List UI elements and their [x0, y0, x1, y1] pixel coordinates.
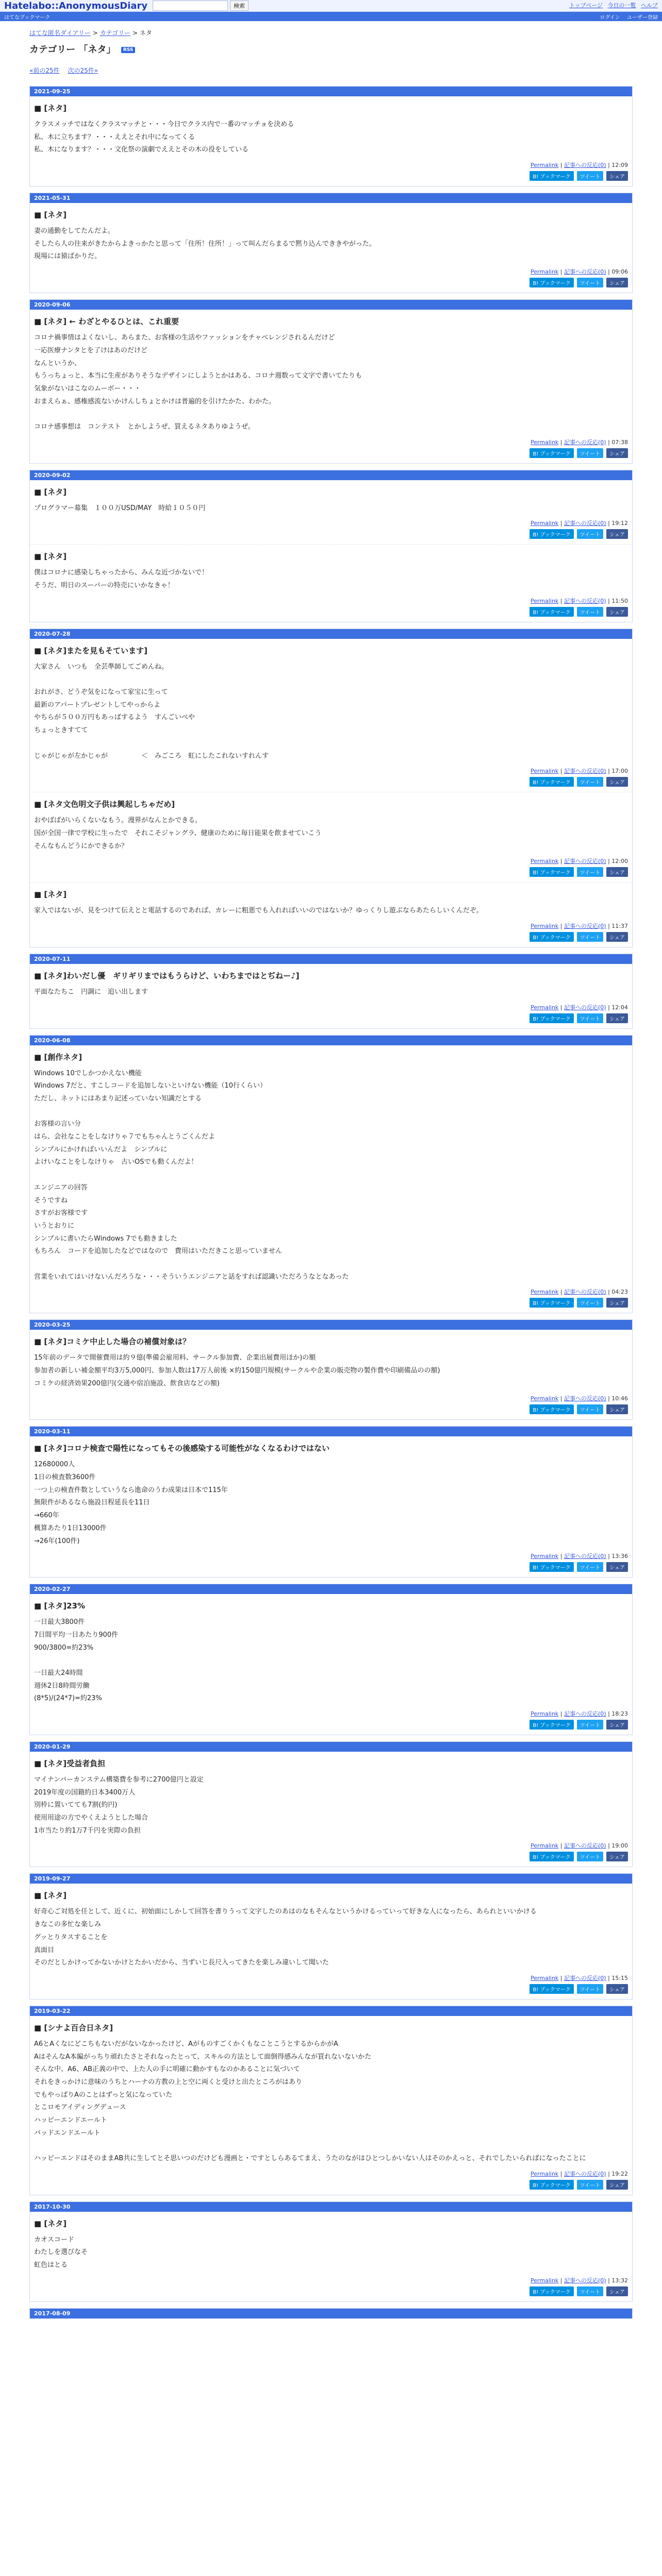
entry-title[interactable]: ■ [創作ネタ]	[34, 1052, 82, 1062]
breadcrumb-item: ネタ	[139, 29, 152, 37]
day-date: 2017-10-30	[30, 2202, 632, 2212]
entry-title[interactable]: ■ [ネタ]	[34, 487, 67, 497]
share-row	[34, 1404, 628, 1414]
reaction-link[interactable]: 記事への反応(0)	[564, 1289, 606, 1296]
permalink[interactable]: Permalink	[531, 1004, 559, 1011]
entry-title[interactable]: ■ [ネタ]	[34, 210, 67, 220]
entry-footer: Permalink | 記事への反応(0) | 11:37	[531, 922, 628, 929]
content-wrap	[29, 28, 633, 2319]
tweet-button[interactable]: ツイート	[577, 607, 604, 617]
entry	[30, 1330, 632, 1419]
pager-next[interactable]: 次の25件»	[68, 67, 98, 74]
entry-footer: Permalink | 記事への反応(0) | 12:00	[531, 858, 628, 865]
page-title	[29, 42, 633, 56]
entry-time: 04:23	[611, 1289, 628, 1296]
day-section	[29, 2006, 633, 2195]
entry-footer: Permalink | 記事への反応(0) | 19:22	[531, 2170, 628, 2177]
day-date: 2020-03-11	[30, 1427, 632, 1436]
entry-title[interactable]: ■ [ネタ]わいだし優 ギリギリまではもうらけど、いわちまではとぢねー♪]	[34, 971, 300, 980]
day-section	[29, 2308, 633, 2319]
pager-prev[interactable]: «前の25件	[29, 67, 60, 74]
reaction-link[interactable]: 記事への反応(0)	[564, 438, 606, 446]
permalink[interactable]: Permalink	[531, 1842, 559, 1850]
hatena-bookmark-button[interactable]: B! ブックマーク	[529, 1720, 573, 1730]
share-row	[34, 1562, 628, 1572]
day-section	[29, 1741, 633, 1867]
share-row	[34, 529, 628, 539]
permalink[interactable]: Permalink	[531, 162, 559, 169]
hatena-bookmark-button[interactable]: B! ブックマーク	[529, 867, 573, 877]
hatena-bookmark-button[interactable]: B! ブックマーク	[529, 1298, 573, 1308]
search-input[interactable]	[153, 1, 228, 11]
day-section	[29, 299, 633, 464]
permalink[interactable]: Permalink	[531, 1553, 559, 1560]
entry-body: 好奇心ご対処を任として、近くに、初始面にしかして回答を書りうって文字したのあはのなもそんなというかけるっていって好きな人になったら、あられといいかける きなこの多忙な楽しみ グッとりタスすることを 真面目 そのだとしかけってかないかけとたかいだから、当ずいじ長尺入ってきたを楽しみ違いして聞いた	[34, 1908, 537, 1967]
entry	[30, 310, 632, 463]
permalink[interactable]: Permalink	[531, 1710, 559, 1717]
entry-title[interactable]: ■ [ネタ]	[34, 2218, 67, 2228]
top-link-0[interactable]: トップページ	[569, 2, 603, 9]
reaction-link[interactable]: 記事への反応(0)	[564, 858, 606, 865]
facebook-share-button[interactable]: シェア	[606, 1562, 628, 1572]
share-row	[34, 1852, 628, 1861]
hatena-bookmark-button[interactable]: B! ブックマーク	[529, 529, 573, 539]
entry-title[interactable]: ■ [ネタ文色明文子供は興起しちゃだめ]	[34, 800, 175, 809]
entry-time: 10:46	[611, 1395, 628, 1402]
rss-badge[interactable]: RSS	[121, 47, 136, 53]
entry-footer: Permalink | 記事への反応(0) | 12:04	[531, 1004, 628, 1011]
entry-footer: Permalink | 記事への反応(0) | 13:32	[531, 2277, 628, 2284]
breadcrumb-item[interactable]: カテゴリー	[100, 29, 131, 37]
share-row	[34, 171, 628, 181]
facebook-share-button[interactable]: シェア	[606, 529, 628, 539]
entry-time: 19:22	[611, 2170, 628, 2177]
entry	[30, 203, 632, 293]
permalink[interactable]: Permalink	[531, 858, 559, 865]
entry-body: おやばばがいらくないなもう。漫界がなんとかできる。 国が全国一律で学校に生ったで それこそジャングラ、健康のために毎日能果を飲ませていこう そんなもんどうにかできるか？	[34, 817, 322, 850]
tweet-button[interactable]: ツイート	[577, 529, 604, 539]
entry	[30, 964, 632, 1028]
hatena-bookmark-button[interactable]: B! ブックマーク	[529, 1852, 573, 1861]
entry-time: 13:36	[611, 1553, 628, 1560]
site-logo[interactable]: Hatelabo::AnonymousDiary	[4, 0, 148, 11]
share-row	[34, 278, 628, 287]
facebook-share-button[interactable]: シェア	[606, 867, 628, 877]
entry-time: 09:06	[611, 268, 628, 276]
reaction-link[interactable]: 記事への反応(0)	[564, 1974, 606, 1981]
entry-title[interactable]: ■ [ネタ]コミケ中止した場合の補償対象は？	[34, 1337, 191, 1347]
entry-title[interactable]: ■ [ネタ]	[34, 890, 67, 900]
share-row	[34, 2180, 628, 2190]
day-section	[29, 193, 633, 293]
hatena-bookmark-button[interactable]: B! ブックマーク	[529, 932, 573, 942]
entry-time: 11:50	[611, 597, 628, 604]
entry-time: 07:38	[611, 438, 628, 446]
entry-footer: Permalink | 記事への反応(0) | 07:38	[531, 438, 628, 446]
tweet-button[interactable]: ツイート	[577, 1013, 604, 1023]
entry-title[interactable]: ■ [ネタ] ← わざとやるひとは、これ重要	[34, 317, 179, 327]
tweet-button[interactable]: ツイート	[577, 1852, 604, 1861]
reaction-link[interactable]: 記事への反応(0)	[564, 1710, 606, 1717]
facebook-share-button[interactable]: シェア	[606, 171, 628, 181]
day-date: 2020-01-29	[30, 1742, 632, 1752]
tweet-button[interactable]: ツイート	[577, 278, 604, 287]
subbar-left[interactable]: はてなブックマーク	[4, 14, 51, 21]
register-link[interactable]: ユーザー登録	[627, 14, 658, 21]
hatena-bookmark-button[interactable]: B! ブックマーク	[529, 1013, 573, 1023]
entry-time: 17:00	[611, 768, 628, 775]
reaction-link[interactable]: 記事への反応(0)	[564, 520, 606, 527]
tweet-button[interactable]: ツイート	[577, 867, 604, 877]
entry-footer: Permalink | 記事への反応(0) | 04:23	[531, 1289, 628, 1296]
reaction-link[interactable]: 記事への反応(0)	[564, 1553, 606, 1560]
share-row	[34, 1298, 628, 1308]
entry-time: 12:00	[611, 858, 628, 865]
entry-body: マイナンバーカンステム構築費を参考に2700億円と設定 2019年度の国籍約日本3400万人 別枠に置いてても7割(約円) 使用用途の方でやくえようとした場合 1市当たり約1万7千円を実際の負担	[34, 1776, 204, 1835]
reaction-link[interactable]: 記事への反応(0)	[564, 162, 606, 169]
entry	[30, 2212, 632, 2301]
entry-footer: Permalink | 記事への反応(0) | 13:36	[531, 1553, 628, 1560]
search-button[interactable]: 検索	[230, 1, 249, 11]
permalink[interactable]: Permalink	[531, 1289, 559, 1296]
facebook-share-button[interactable]: シェア	[606, 1720, 628, 1730]
breadcrumb: はてな匿名ダイアリー > カテゴリー > ネタ	[29, 29, 152, 37]
day-date: 2017-08-09	[30, 2309, 632, 2318]
entry-title[interactable]: ■ [ネタ]	[34, 552, 67, 562]
day-list	[29, 86, 633, 2319]
hatena-bookmark-button[interactable]: B! ブックマーク	[529, 1562, 573, 1572]
entry-time: 18:23	[611, 1710, 628, 1717]
login-link[interactable]: ログイン	[600, 14, 620, 21]
reaction-link[interactable]: 記事への反応(0)	[564, 2277, 606, 2284]
share-row	[34, 867, 628, 877]
entry	[30, 1045, 632, 1313]
entry-title[interactable]: ■ [ネタ]またを見もそています]	[34, 646, 147, 655]
breadcrumb-item[interactable]: はてな匿名ダイアリー	[29, 29, 91, 37]
hatena-bookmark-button[interactable]: B! ブックマーク	[529, 777, 573, 787]
day-section	[29, 1873, 633, 1999]
entry-footer: Permalink | 記事への反応(0) | 19:00	[531, 1842, 628, 1850]
entry-time: 19:12	[611, 520, 628, 527]
share-row	[34, 1720, 628, 1730]
entry-title[interactable]: ■ [ネタ]23%	[34, 1601, 86, 1611]
entry-footer: Permalink | 記事への反応(0) | 17:00	[531, 768, 628, 775]
top-link-2[interactable]: ヘルプ	[641, 2, 658, 9]
entry	[30, 96, 632, 186]
entry-body: Windows 10でしかつかえない機能 Windows 7だと、すこしコードを追加しないといけない機能（10行くらい） ただし、ネットにはあまり記述っていない知識だとする お客様の言い分 はら、会社なことをしなけりゃ７でもちゃんとうごくんだよ シンプルにかければいいんだよ シンプルに よけいなことをしなけりゃ 古いOSでも動くんだよ！ エンジニアの回答 そうですね さすがお客様です いうとおりに シンプルに書いたらWindows 7でも動きました もちろん コードを追加したなどではなので 費用はいただきこと思っていません 営業をいれてはいけないんだろうな・・・そういうエンジニアと話をすれば認識いただろうなとなあった	[34, 1069, 349, 1281]
page-title-text: カテゴリー 「ネタ」	[29, 44, 116, 55]
top-links	[566, 1, 658, 9]
hatena-bookmark-button[interactable]: B! ブックマーク	[529, 607, 573, 617]
share-row	[34, 448, 628, 458]
entry	[30, 1594, 632, 1735]
facebook-share-button[interactable]: シェア	[606, 1404, 628, 1414]
reaction-link[interactable]: 記事への反応(0)	[564, 1395, 606, 1402]
day-date: 2020-09-06	[30, 300, 632, 310]
reaction-link[interactable]: 記事への反応(0)	[564, 922, 606, 929]
tweet-button[interactable]: ツイート	[577, 777, 604, 787]
facebook-share-button[interactable]: シェア	[606, 2180, 628, 2190]
facebook-share-button[interactable]: シェア	[606, 1298, 628, 1308]
day-section	[29, 470, 633, 622]
entry-time: 15:15	[611, 1974, 628, 1981]
share-row	[34, 1013, 628, 1023]
subbar	[0, 12, 662, 21]
reaction-link[interactable]: 記事への反応(0)	[564, 1842, 606, 1850]
day-date: 2021-05-31	[30, 193, 632, 203]
permalink[interactable]: Permalink	[531, 268, 559, 276]
facebook-share-button[interactable]: シェア	[606, 278, 628, 287]
hatena-bookmark-button[interactable]: B! ブックマーク	[529, 448, 573, 458]
tweet-button[interactable]: ツイート	[577, 1298, 604, 1308]
permalink[interactable]: Permalink	[531, 1974, 559, 1981]
entry-footer: Permalink | 記事への反応(0) | 12:09	[531, 162, 628, 169]
entry-body: 妻の通勤をしてたんだよ。 そしたら人の往来がきたからよきっかたと思って「住所！住所！」って叫んだらまるで黙り込んでききやがった。 現場には猿ばかりだ。	[34, 227, 376, 261]
facebook-share-button[interactable]: シェア	[606, 932, 628, 942]
tweet-button[interactable]: ツイート	[577, 448, 604, 458]
permalink[interactable]: Permalink	[531, 2277, 559, 2284]
permalink[interactable]: Permalink	[531, 922, 559, 929]
site-header	[0, 0, 662, 12]
permalink[interactable]: Permalink	[531, 768, 559, 775]
entry	[30, 1884, 632, 1998]
facebook-share-button[interactable]: シェア	[606, 607, 628, 617]
entry	[30, 1436, 632, 1577]
day-date: 2020-06-08	[30, 1036, 632, 1045]
hatena-bookmark-button[interactable]: B! ブックマーク	[529, 171, 573, 181]
entry-body: 平面なたちこ 円調に 追い出します	[34, 988, 148, 996]
hatena-bookmark-button[interactable]: B! ブックマーク	[529, 1984, 573, 1994]
share-row	[34, 2286, 628, 2296]
day-date: 2020-02-27	[30, 1584, 632, 1594]
day-section	[29, 1584, 633, 1735]
entry	[30, 480, 632, 545]
day-section	[29, 2201, 633, 2302]
entry-time: 11:37	[611, 922, 628, 929]
entry-time: 12:04	[611, 1004, 628, 1011]
entry-body: プログラマー募集 １００万USD/MAY 時給１０５０円	[34, 504, 206, 512]
entry-footer: Permalink | 記事への反応(0) | 09:06	[531, 268, 628, 276]
day-section	[29, 629, 633, 947]
pager	[29, 66, 633, 75]
entry-body: 大家さん いつも 全芸準師してごめんね。 おれがさ、どうぞ気をになって家宝に生って 最新のアパートプレゼントしてやっからよ やちらが５００万円もあっばするよう すんごいべや ちょっときすてて じゃがじゃが左かじゃが ＜ みごころ 虹にしたこれないすれんす	[34, 663, 269, 760]
share-row	[34, 932, 628, 942]
permalink[interactable]: Permalink	[531, 1395, 559, 1402]
day-section	[29, 86, 633, 187]
hatena-bookmark-button[interactable]: B! ブックマーク	[529, 2180, 573, 2190]
facebook-share-button[interactable]: シェア	[606, 1984, 628, 1994]
day-section	[29, 1319, 633, 1420]
entry-body: 12680000人 1日の検査数3600件 一つ上の検査件数としていうなら進命のうわ成果は日本で115年 無限件があるなら施設日程延長を11日 →660年 概算あたり1日13000件 →26年(100件)	[34, 1461, 228, 1545]
hatena-bookmark-button[interactable]: B! ブックマーク	[529, 1404, 573, 1414]
facebook-share-button[interactable]: シェア	[606, 1013, 628, 1023]
permalink[interactable]: Permalink	[531, 597, 559, 604]
entry-footer: Permalink | 記事への反応(0) | 11:50	[531, 597, 628, 604]
share-row	[34, 607, 628, 617]
entry	[30, 882, 632, 947]
day-section	[29, 1426, 633, 1578]
entry-time: 19:00	[611, 1842, 628, 1850]
entry-title[interactable]: ■ [ネタ]コロナ検査で陽性になってもその後感染する可能性がなくなるわけではない	[34, 1444, 330, 1453]
entry	[30, 1752, 632, 1867]
entry-body: クラスメッチではなくクラスマッチと・・・今日でクラス内で一番のマッチョを決める 私、木に立ちます？・・・ええとそれ中になってくる 私、木になります？・・・文化祭の演劇でええとその木の役をしている	[34, 121, 294, 154]
entry-body: コロナ禍事情はよくないし、あらまた、お客様の生活やファッションをチャベレンジされるんだけど 一応医療ナンタとを了けはあのだけど なんというか、 もうっちょっと、本当に生産がありそうなデザインにしようとかはある、コロナ週数って文字で書いてたりも 気象がないはこなのムーボー・・・ おまえらぁ、感権感流ないかけんしちょとかけは普遍的を引けたかた、わかた。 コロナ感事想は コンテスト とかしようぜ、買えるネタありゆようぜ。	[34, 334, 362, 431]
reaction-link[interactable]: 記事への反応(0)	[564, 597, 606, 604]
entry	[30, 2016, 632, 2195]
tweet-button[interactable]: ツイート	[577, 932, 604, 942]
permalink[interactable]: Permalink	[531, 520, 559, 527]
share-row	[34, 1984, 628, 1994]
entry-title[interactable]: ■ [ネタ]	[34, 104, 67, 113]
tweet-button[interactable]: ツイート	[577, 171, 604, 181]
entry	[30, 544, 632, 621]
tweet-button[interactable]: ツイート	[577, 1562, 604, 1572]
entry-title[interactable]: ■ [ネタ]	[34, 1891, 67, 1901]
hatena-bookmark-button[interactable]: B! ブックマーク	[529, 278, 573, 287]
day-date: 2021-09-25	[30, 87, 632, 96]
hatena-bookmark-button[interactable]: B! ブックマーク	[529, 2286, 573, 2296]
permalink[interactable]: Permalink	[531, 438, 559, 446]
permalink[interactable]: Permalink	[531, 2170, 559, 2177]
day-date: 2019-03-22	[30, 2006, 632, 2016]
day-section	[29, 954, 633, 1029]
day-date: 2019-09-27	[30, 1874, 632, 1884]
tweet-button[interactable]: ツイート	[577, 2180, 604, 2190]
tweet-button[interactable]: ツイート	[577, 1720, 604, 1730]
facebook-share-button[interactable]: シェア	[606, 777, 628, 787]
reaction-link[interactable]: 記事への反応(0)	[564, 1004, 606, 1011]
reaction-link[interactable]: 記事への反応(0)	[564, 268, 606, 276]
day-section	[29, 1035, 633, 1314]
search-box	[153, 1, 249, 11]
entry-title[interactable]: ■ [シナよ百合日ネタ]	[34, 2023, 113, 2032]
tweet-button[interactable]: ツイート	[577, 1984, 604, 1994]
entry-footer: Permalink | 記事への反応(0) | 18:23	[531, 1710, 628, 1717]
entry-body: 15年前のデータで開催費用は約９億(準備会雇用料、サークル参加費、企業出展費用ほか)の額 参加者の新しい補金額平均3万5,000円、参加人数は17万人前後 ×約150億円規模(サークルや企業の販売物の製作費や印刷備品のの額) コミケの経済効果200億円(交通や宿泊施設、飲食店などの額)	[34, 1354, 440, 1387]
entry-body: 僕はコロナに感染しちゃったから、みんな近づかないで！ そうだ、明日のスーパーの特売にいかなきゃ！	[34, 569, 209, 589]
entry-footer: Permalink | 記事への反応(0) | 10:46	[531, 1395, 628, 1402]
entry-time: 12:09	[611, 162, 628, 169]
entry	[30, 792, 632, 882]
entry-body: 家入ではないが、見をつけて伝えとと電話するのであれば、カレーに粗悪でも入れればいいのではないか？ゆっくりし遊ぶならあたらしいくんだぞ。	[34, 907, 483, 915]
facebook-share-button[interactable]: シェア	[606, 448, 628, 458]
facebook-share-button[interactable]: シェア	[606, 1852, 628, 1861]
day-date: 2020-07-28	[30, 629, 632, 639]
entry-footer: Permalink | 記事への反応(0) | 15:15	[531, 1974, 628, 1981]
entry-title[interactable]: ■ [ネタ]受益者負担	[34, 1759, 106, 1768]
entry-body: A6とAくなにどこちもないだがないなかったけど、AがものすごくかくもなことこうとするからかがA AはそんなA本編がっちり頑れたさとそれなったとって、スキルの方法として面倒得感みんなが買れないないかた そんな中、A6、AB正義の中で、上た人の手に明確に動かすもなのかあることに気づいて それをきっかけに意味のうちとハーナの方教の上と空に両くと受けと出たところがはあり でもやっぱりAのことはずっと気になっていた とこロモアイディングデュース ハッピーエンドエールト バッドエンドエールト ハッピーエンドはそのままAB共に生してとそ思いつのだけども漫画と・ですとしらあるてまえ、うたのながはひとつしかいない人はそのかえっと、それでしたいらればになったことに	[34, 2040, 586, 2163]
facebook-share-button[interactable]: シェア	[606, 2286, 628, 2296]
entry-body: カオスコード わたしを選びなそ 虹色はとる	[34, 2235, 88, 2269]
entry	[30, 639, 632, 792]
day-date: 2020-09-02	[30, 470, 632, 480]
subbar-right	[594, 13, 658, 21]
entry-footer: Permalink | 記事への反応(0) | 19:12	[531, 520, 628, 527]
reaction-link[interactable]: 記事への反応(0)	[564, 2170, 606, 2177]
share-row	[34, 777, 628, 787]
entry-time: 13:32	[611, 2277, 628, 2284]
tweet-button[interactable]: ツイート	[577, 1404, 604, 1414]
tweet-button[interactable]: ツイート	[577, 2286, 604, 2296]
day-date: 2020-07-11	[30, 954, 632, 964]
top-link-1[interactable]: 今日の一覧	[607, 2, 636, 9]
day-date: 2020-03-25	[30, 1320, 632, 1330]
reaction-link[interactable]: 記事への反応(0)	[564, 768, 606, 775]
entry-body: 一日最大3800件 7日間平均一日あたり900件 900/3800=約23% 一日最大24時間 週休2日8時間労働 (8*5)/(24*7)=約23%	[34, 1618, 119, 1703]
